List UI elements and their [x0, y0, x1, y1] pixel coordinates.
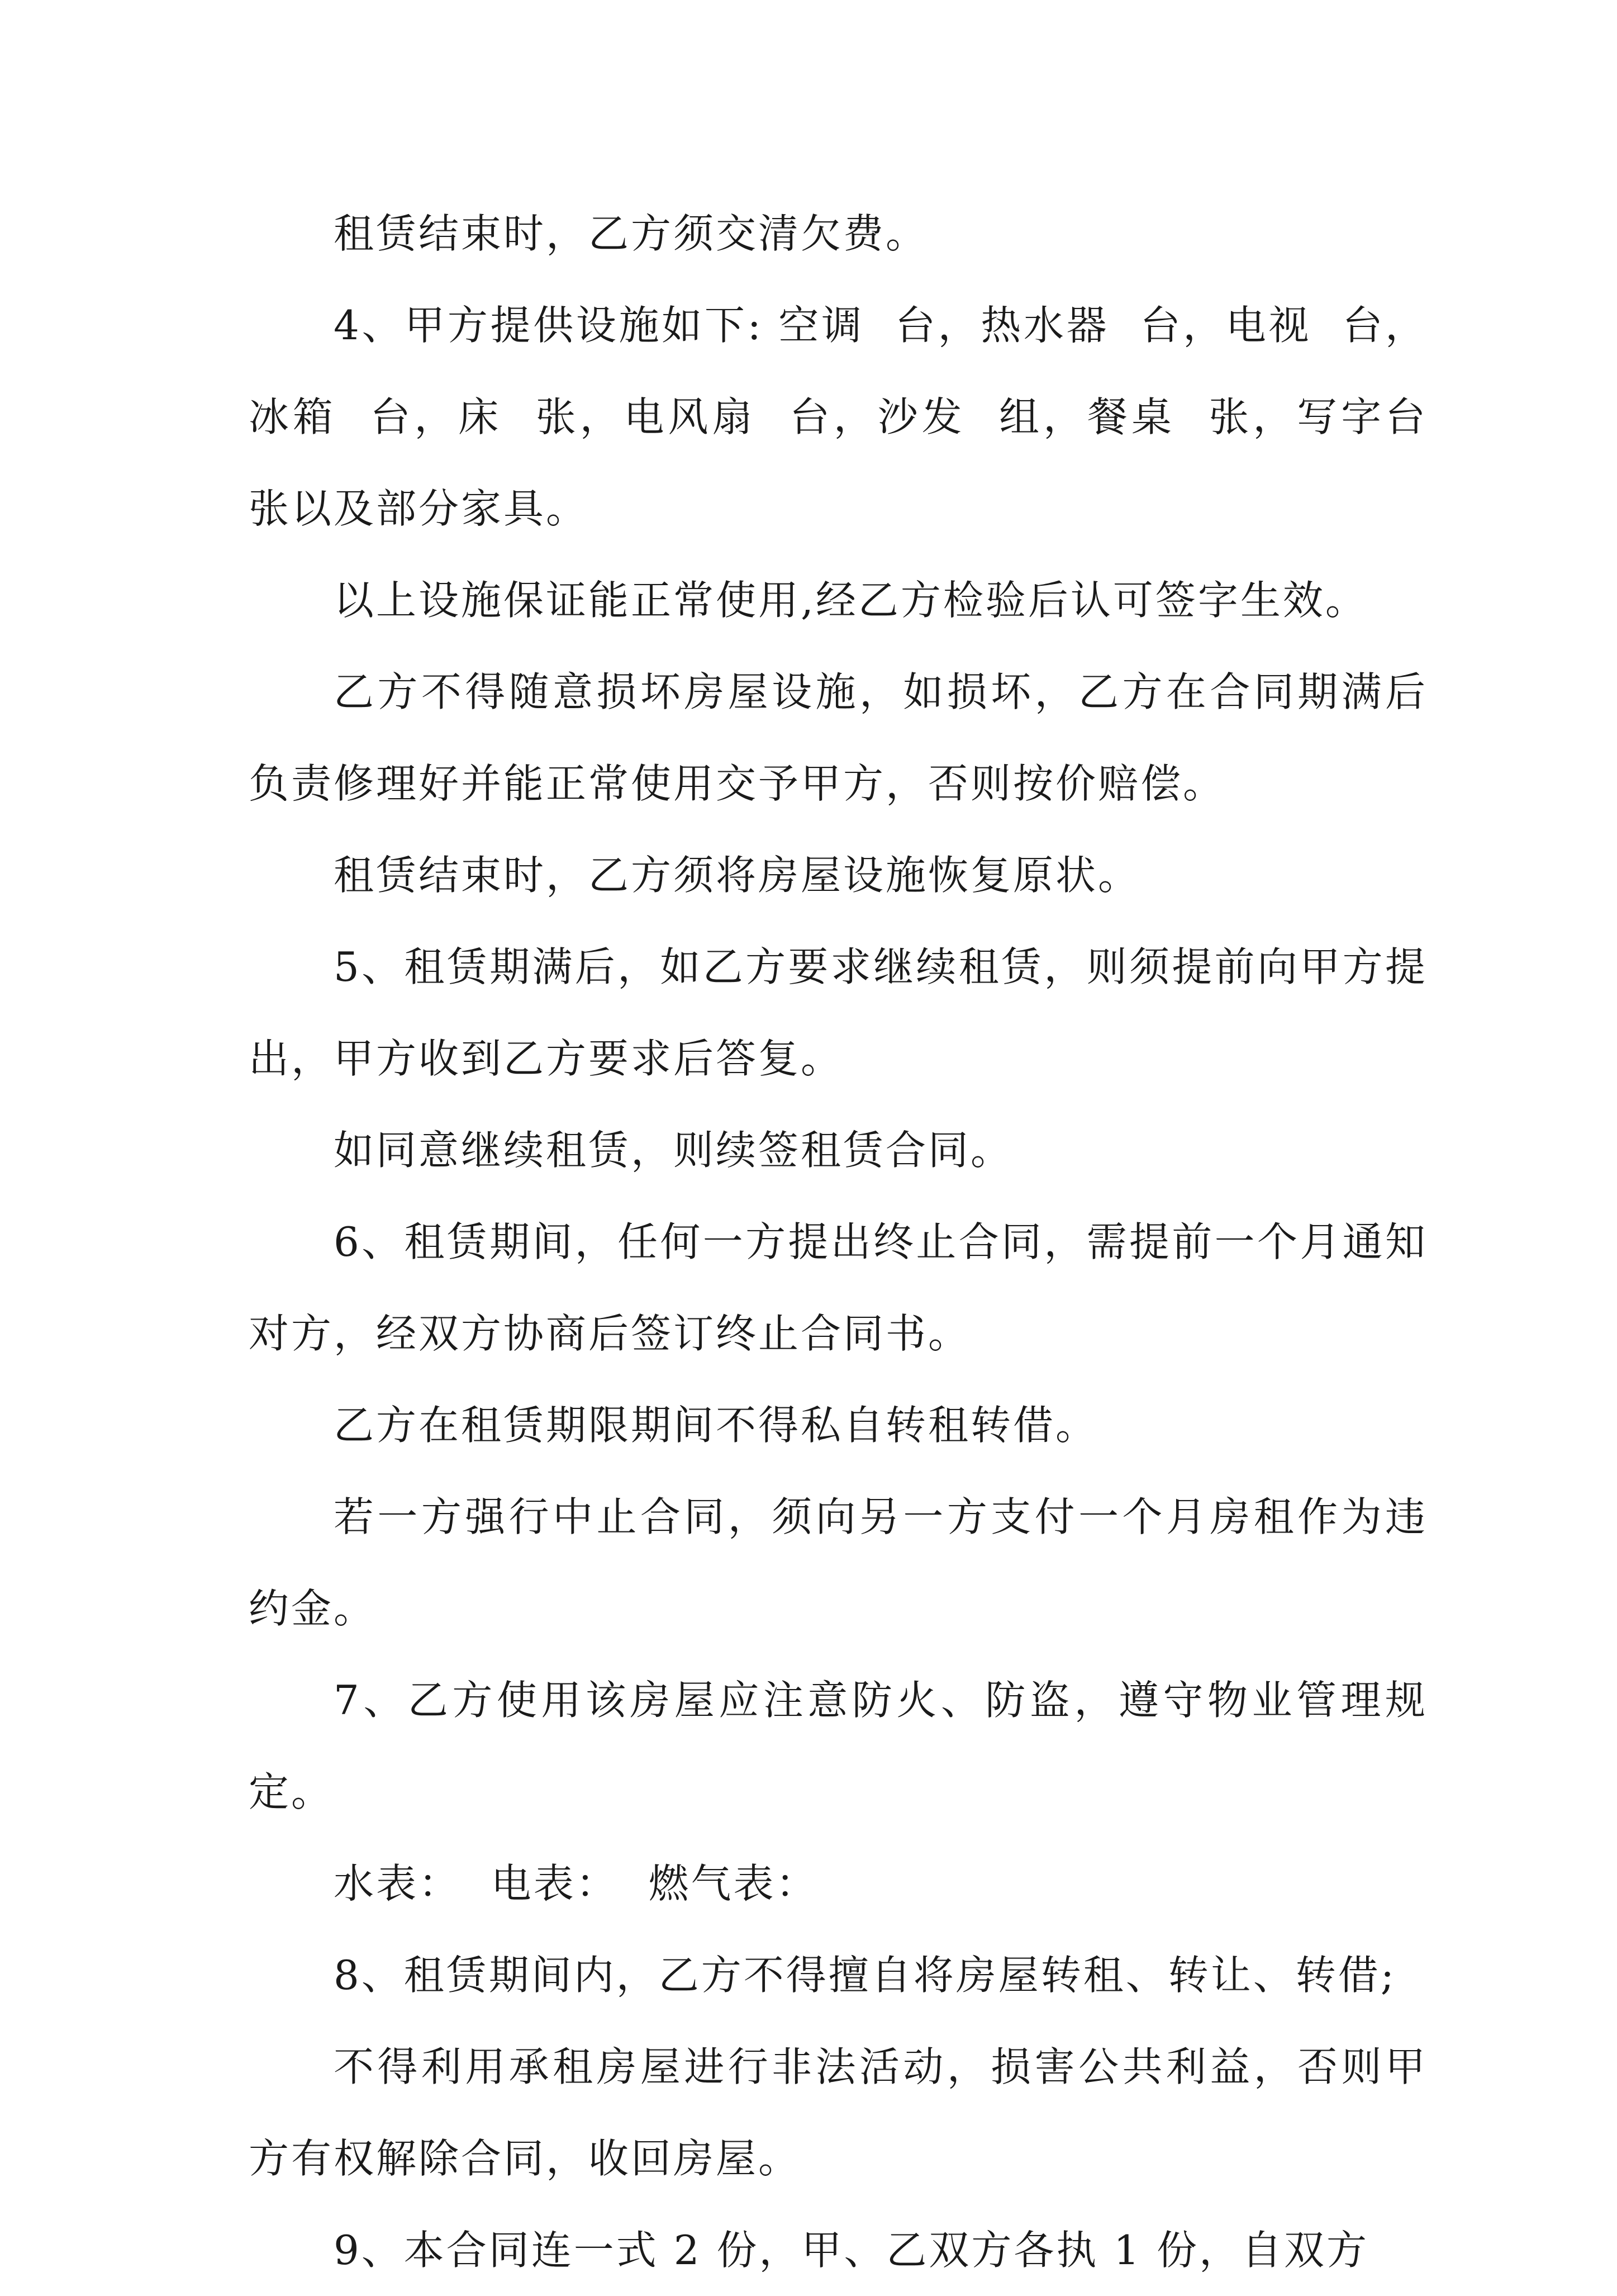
document-body	[249, 188, 1458, 2296]
paragraph: 不得利用承租房屋进行非法活动，损害公共利益，否则甲方有权解除合同，收回房屋。	[249, 2043, 1428, 2182]
paragraph: 乙方不得随意损坏房屋设施，如损坏，乙方在合同期满后负责修理好并能正常使用交予甲方，否则按价赔偿。	[249, 668, 1428, 807]
paragraph: 如同意继续租赁，则续签租赁合同。	[334, 1127, 1014, 1174]
paragraph: 8、租赁期间内，乙方不得擅自将房屋转租、转让、转借;	[334, 1952, 1397, 1999]
paragraph: 9、本合同连一式 2 份，甲、乙双方各执 1 份，自双方	[334, 2227, 1369, 2274]
paragraph: 以上设施保证能正常使用,经乙方检验后认可签字生效。	[334, 577, 1368, 624]
paragraph: 乙方在租赁期限期间不得私自转租转借。	[334, 1402, 1098, 1449]
paragraph: 水表： 电表： 燃气表：	[334, 1860, 819, 1907]
paragraph: 6、租赁期间，任何一方提出终止合同，需提前一个月通知对方，经双方协商后签订终止合同书。	[249, 1218, 1428, 1357]
paragraph: 5、租赁期满后，如乙方要求继续租赁，则须提前向甲方提出，甲方收到乙方要求后答复。	[249, 943, 1428, 1082]
paragraph: 租赁结束时，乙方须交清欠费。	[334, 210, 929, 257]
paragraph: 租赁结束时，乙方须将房屋设施恢复原状。	[334, 852, 1141, 899]
paragraph: 7、乙方使用该房屋应注意防火、防盗，遵守物业管理规定。	[249, 1677, 1428, 1815]
paragraph: 若一方强行中止合同，须向另一方支付一个月房租作为违约金。	[249, 1493, 1428, 1632]
paragraph: 4、甲方提供设施如下: 空调 台，热水器 台，电视 台，冰箱 台，床 张，电风扇 台，沙发 组，餐桌 张，写字台 张以及部分家具。	[249, 302, 1458, 532]
